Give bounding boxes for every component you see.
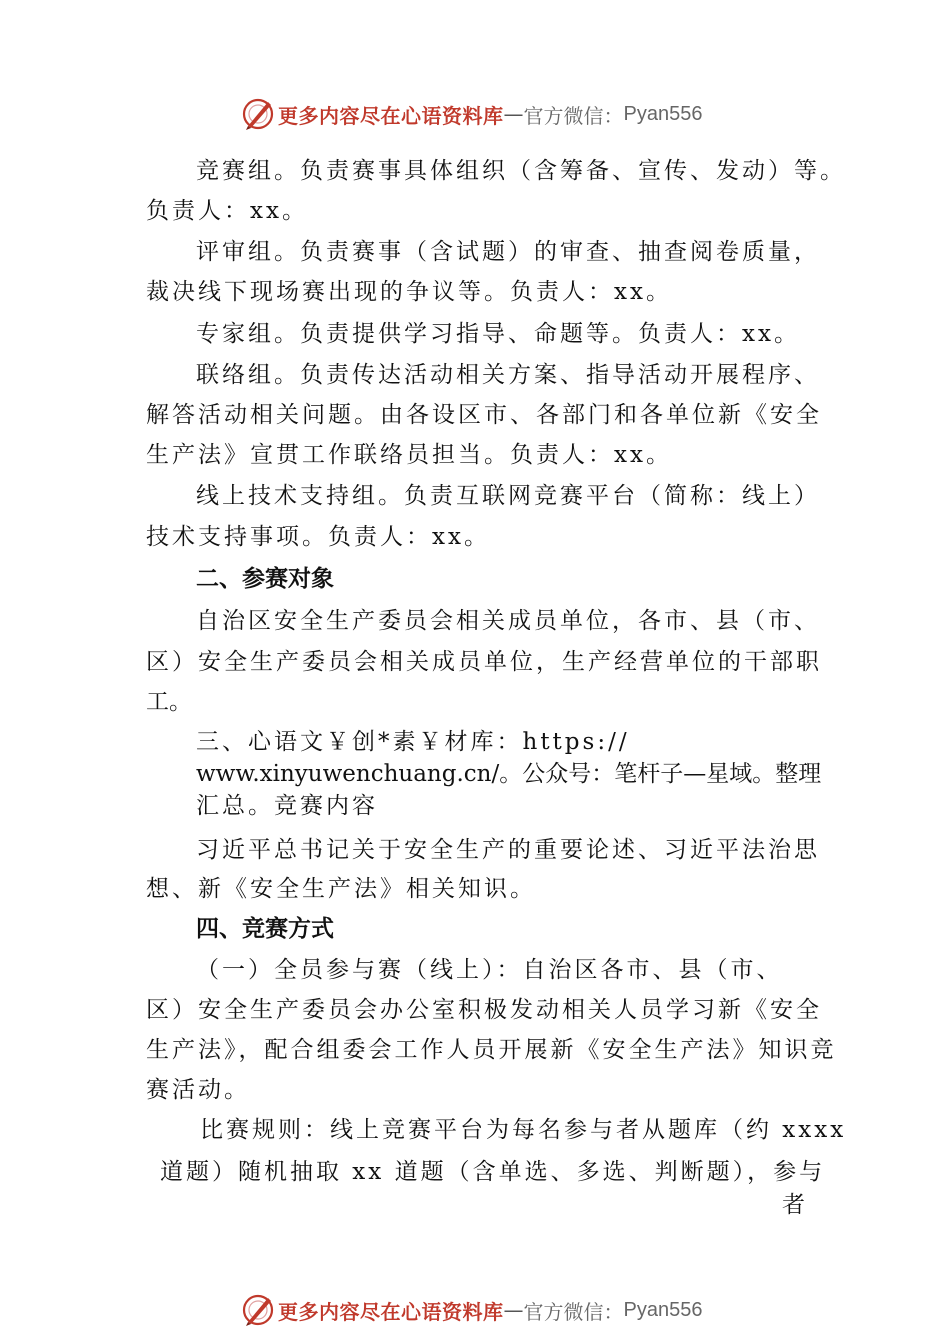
text-line: 自治区安全生产委员会相关成员单位，各市、县（市、: [196, 608, 820, 634]
text-line: 负责人：xx。: [146, 198, 308, 224]
text-line: 赛活动。: [146, 1077, 250, 1103]
text-line: 三、心语文￥创*素￥材库：https://: [196, 729, 630, 755]
text-line: 道题）随机抽取 xx 道题（含单选、多选、判断题），参与: [160, 1159, 826, 1185]
text-line: 生产法》宣贯工作联络员担当。负责人：xx。: [146, 442, 672, 468]
pen-logo-icon: [240, 1292, 276, 1328]
text-line: 评审组。负责赛事（含试题）的审查、抽查阅卷质量，: [196, 239, 820, 265]
text-line: 专家组。负责提供学习指导、命题等。负责人：xx。: [196, 321, 800, 347]
banner-brand-text: 更多内容尽在心语资料库: [278, 1299, 504, 1324]
header-watermark-banner: [240, 96, 702, 132]
banner-dash: —: [503, 1298, 524, 1322]
text-line: 汇总。竞赛内容: [196, 793, 378, 819]
text-line: 想、新《安全生产法》相关知识。: [146, 876, 536, 902]
text-line: 技术支持事项。负责人：xx。: [146, 524, 490, 550]
section-heading-participants: 二、参赛对象: [196, 566, 334, 592]
banner-wechat-label: 官方微信：: [523, 1299, 624, 1324]
banner-wechat-label: 官方微信：: [523, 103, 624, 128]
text-line: www.xinyuwenchuang.cn/。公众号：笔杆子—星域。整理: [196, 761, 822, 787]
text-line: 线上技术支持组。负责互联网竞赛平台（简称：线上）: [196, 483, 820, 509]
banner-brand-text: 更多内容尽在心语资料库: [278, 103, 504, 128]
footer-watermark-banner: [240, 1292, 702, 1328]
banner-dash: —: [503, 102, 524, 126]
banner-wechat-id: Pyan556: [623, 102, 703, 125]
text-line: 者: [782, 1192, 805, 1218]
text-line: 区）安全生产委员会办公室积极发动相关人员学习新《安全: [146, 997, 822, 1023]
text-line: 生产法》，配合组委会工作人员开展新《安全生产法》知识竞: [146, 1037, 837, 1063]
text-line: 竞赛组。负责赛事具体组织（含筹备、宣传、发动）等。: [196, 158, 846, 184]
text-line: 联络组。负责传达活动相关方案、指导活动开展程序、: [196, 362, 820, 388]
text-line: 习近平总书记关于安全生产的重要论述、习近平法治思: [196, 837, 820, 863]
section-heading-format: 四、竞赛方式: [196, 916, 334, 942]
text-line: 区）安全生产委员会相关成员单位，生产经营单位的干部职: [146, 649, 822, 675]
text-line: 裁决线下现场赛出现的争议等。负责人：xx。: [146, 279, 672, 305]
pen-logo-icon: [240, 96, 276, 132]
text-line: 工。: [146, 689, 192, 715]
text-line: （一）全员参与赛（线上）：自治区各市、县（市、: [196, 957, 783, 983]
text-line: 解答活动相关问题。由各设区市、各部门和各单位新《安全: [146, 402, 822, 428]
banner-wechat-id: Pyan556: [623, 1298, 703, 1321]
text-line: 比赛规则：线上竞赛平台为每名参与者从题库（约 xxxx: [200, 1117, 847, 1143]
